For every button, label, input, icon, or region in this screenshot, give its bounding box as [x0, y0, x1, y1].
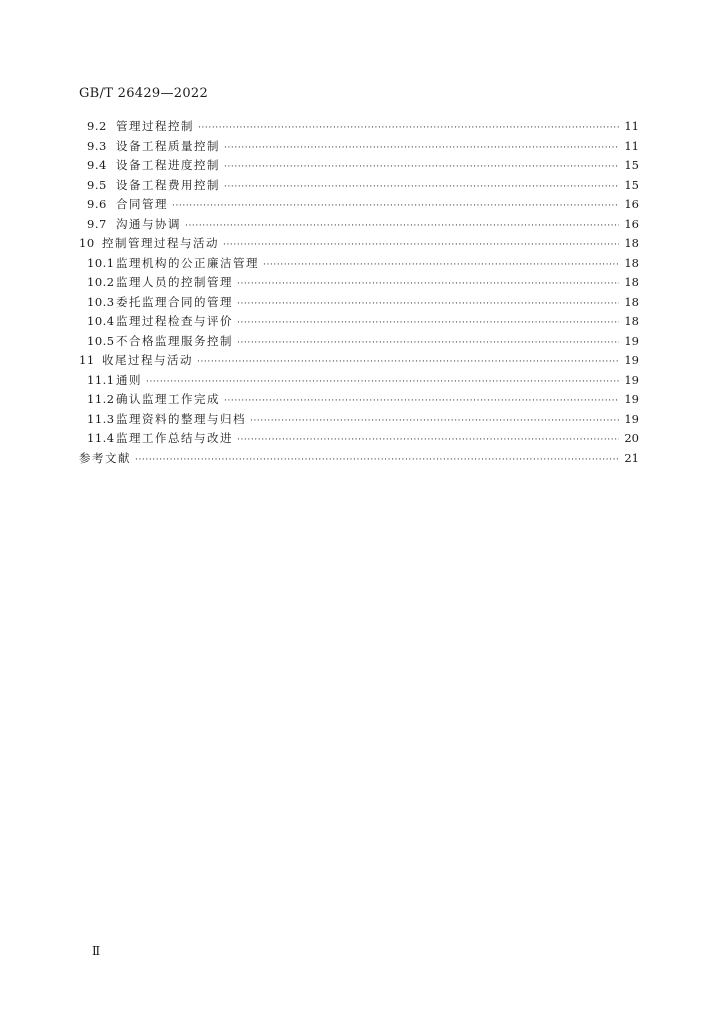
toc-leader-dots [224, 143, 619, 153]
toc-entry[interactable] [79, 411, 639, 431]
toc-entry-number: 11.3 [87, 411, 115, 426]
toc-entry-page: 19 [624, 392, 639, 406]
toc-entry-number: 9.4 [87, 158, 107, 172]
toc-entry-page: 19 [624, 411, 639, 426]
toc-entry[interactable] [79, 294, 639, 314]
toc-entry-page: 11 [624, 119, 639, 133]
toc-leader-dots [146, 377, 619, 387]
toc-chapter-entry[interactable] [79, 235, 639, 255]
toc-entry-number: 10 [79, 236, 95, 250]
toc-entry-title: 监理人员的控制管理 [116, 275, 233, 289]
toc-entry-title: 管理过程控制 [116, 119, 194, 133]
toc-entry-title: 设备工程质量控制 [116, 138, 220, 153]
toc-entry-page: 19 [624, 353, 639, 367]
toc-chapter-entry[interactable] [79, 352, 639, 372]
toc-entry-title: 委托监理合同的管理 [116, 294, 233, 309]
toc-leader-dots [237, 435, 619, 445]
toc-entry-number: 9.3 [87, 138, 107, 153]
toc-entry-title: 设备工程进度控制 [116, 158, 220, 172]
toc-entry-title: 监理机构的公正廉洁管理 [116, 255, 259, 270]
toc-leader-dots [185, 221, 619, 231]
toc-entry[interactable] [79, 391, 639, 411]
toc-entry-page: 18 [624, 314, 639, 328]
toc-leader-dots [237, 318, 619, 328]
toc-entry[interactable] [79, 333, 639, 353]
toc-entry-title: 通则 [116, 372, 142, 387]
toc-entry-number: 9.6 [87, 197, 107, 211]
toc-leader-dots [224, 396, 619, 406]
toc-entry-page: 19 [624, 333, 639, 348]
toc-entry[interactable] [79, 118, 639, 138]
toc-entry-title: 设备工程费用控制 [116, 177, 220, 192]
toc-leader-dots [250, 416, 619, 426]
toc-entry-title: 参考文献 [79, 450, 131, 465]
toc-entry-page: 20 [624, 431, 639, 445]
toc-entry[interactable] [79, 177, 639, 197]
toc-entry-title: 监理资料的整理与归档 [116, 411, 246, 426]
toc-entry[interactable] [79, 216, 639, 236]
toc-entry-number: 10.3 [87, 294, 115, 309]
toc-entry[interactable] [79, 313, 639, 333]
toc-entry-number: 11 [79, 353, 95, 367]
toc-entry-page: 18 [624, 294, 639, 309]
toc-entry[interactable] [79, 430, 639, 450]
toc-entry-page: 21 [624, 450, 639, 465]
toc-entry-page: 11 [624, 138, 639, 153]
toc-entry-page: 18 [624, 236, 639, 250]
toc-entry-title: 沟通与协调 [116, 216, 181, 231]
toc-entry-title: 合同管理 [116, 197, 168, 211]
toc-entry[interactable] [79, 157, 639, 177]
toc-leader-dots [224, 182, 619, 192]
toc-entry-page: 16 [624, 197, 639, 211]
toc-entry-number: 11.1 [87, 372, 115, 387]
toc-entry-number: 10.1 [87, 255, 115, 270]
toc-entry-number: 11.2 [87, 392, 115, 406]
toc-leader-dots [263, 260, 619, 270]
table-of-contents [79, 118, 639, 469]
toc-entry-title: 不合格监理服务控制 [116, 333, 233, 348]
toc-entry-number: 10.2 [87, 275, 115, 289]
toc-entry-title: 确认监理工作完成 [116, 392, 220, 406]
toc-entry[interactable] [79, 255, 639, 275]
toc-entry-title: 监理工作总结与改进 [116, 431, 233, 445]
toc-entry[interactable] [79, 274, 639, 294]
toc-leader-dots [237, 338, 619, 348]
toc-entry-title: 监理过程检查与评价 [116, 314, 233, 328]
toc-leader-dots [237, 279, 619, 289]
toc-entry-number: 9.5 [87, 177, 107, 192]
toc-entry-number: 10.4 [87, 314, 115, 328]
toc-leader-dots [223, 240, 619, 250]
toc-entry[interactable] [79, 196, 639, 216]
toc-leader-dots [224, 162, 619, 172]
toc-entry-number: 9.7 [87, 216, 107, 231]
toc-references-entry[interactable] [79, 450, 639, 470]
toc-leader-dots [135, 455, 619, 465]
toc-leader-dots [198, 123, 619, 133]
page-number: Ⅱ [92, 944, 101, 958]
toc-entry-title: 控制管理过程与活动 [102, 236, 219, 250]
toc-entry-number: 11.4 [87, 431, 115, 445]
toc-leader-dots [197, 357, 619, 367]
toc-entry-page: 15 [624, 158, 639, 172]
toc-entry-page: 15 [624, 177, 639, 192]
toc-entry[interactable] [79, 372, 639, 392]
toc-entry-page: 16 [624, 216, 639, 231]
standard-code: GB/T 26429—2022 [79, 86, 209, 101]
toc-leader-dots [237, 299, 619, 309]
toc-entry-number: 9.2 [87, 119, 107, 133]
toc-entry-title: 收尾过程与活动 [102, 353, 193, 367]
toc-entry-page: 18 [624, 275, 639, 289]
toc-entry-page: 19 [624, 372, 639, 387]
toc-leader-dots [172, 201, 619, 211]
toc-entry-page: 18 [624, 255, 639, 270]
toc-entry[interactable] [79, 138, 639, 158]
toc-entry-number: 10.5 [87, 333, 115, 348]
